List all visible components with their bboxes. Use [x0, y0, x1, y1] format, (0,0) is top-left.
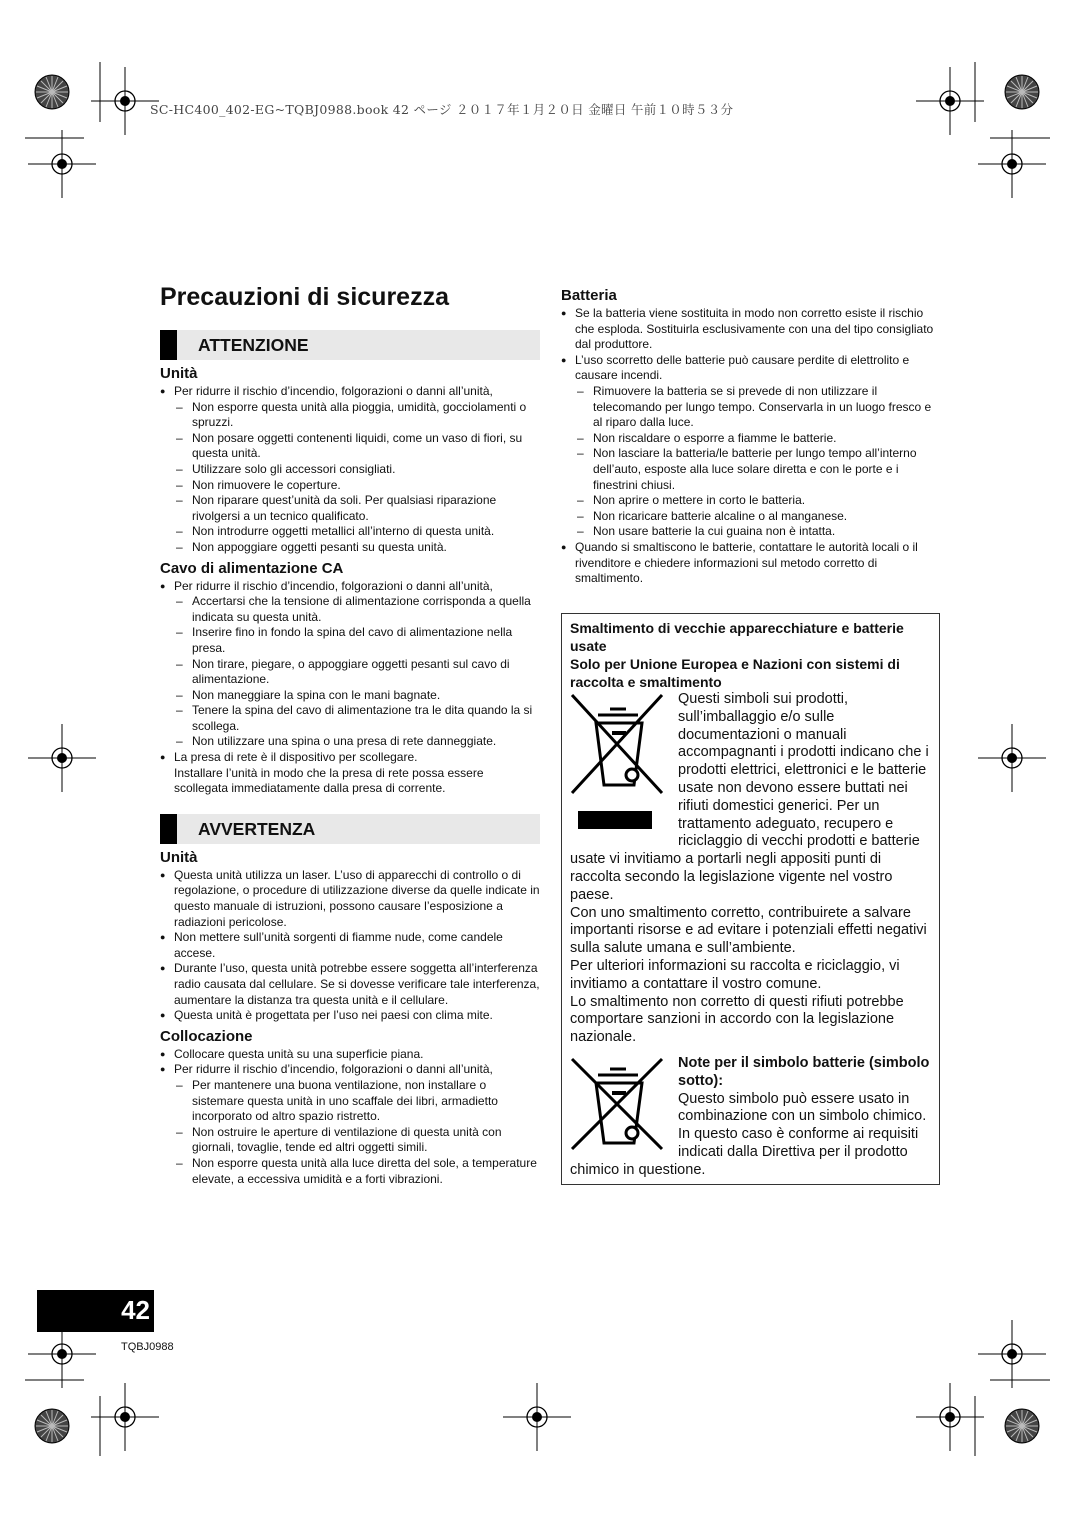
- list-item: ● Durante l’uso, questa unità potrebbe essere soggetta all’interferenza radio causata dal cellulare. Se si dovesse verificare tale interferenza, aumentare la distanza tra questa unità e il cellulare.: [160, 961, 540, 1008]
- avvertenza-banner: [160, 814, 540, 844]
- sub-item: – Non maneggiare la spina con le mani bagnate.: [174, 688, 540, 704]
- attenzione-banner: [160, 330, 540, 360]
- list-item: ● Questa unità è progettata per l’uso nei paesi con clima mite.: [160, 1008, 540, 1024]
- crosshair-left-middle: [28, 724, 96, 792]
- right-column: [561, 287, 941, 587]
- list-item: ● Non mettere sull’unità sorgenti di fiamme nude, come candele accese.: [160, 930, 540, 961]
- section-heading-collocazione: Collocazione: [160, 1027, 253, 1045]
- registration-star-bottom-right: [1005, 1409, 1039, 1443]
- list-item: ● Collocare questa unità su una superficie piana.: [160, 1047, 540, 1063]
- sub-item: – Non esporre questa unità alla luce diretta del sole, a temperature elevate, a eccessiva umidità e a forti vibrazioni.: [174, 1156, 540, 1187]
- sub-item: – Rimuovere la batteria se si prevede di non utilizzare il telecomando per lungo tempo. Conservarla in un luogo fresco e al riparo dalla luce.: [575, 384, 941, 431]
- crosshair-bottom-left: [91, 1383, 159, 1451]
- sub-item: – Non lasciare la batteria/le batterie per lungo tempo all’interno dell’auto, esposte alla luce solare diretta e con le porte e i finestrini chiusi.: [575, 446, 941, 493]
- disposal-paragraph-1: Questi simboli sui prodotti, sull’imballaggio e/o sulle documentazioni o manuali accompagnanti i prodotti indicano che i prodotti elettrici, elettronici e le batterie usate non devono essere buttati nei rifiuti domestici generici. Per un trattamento adeguato, recupero e riciclaggio di vecchi prodotti e batterie usate vi invitiamo a portarli negli appositi punti di raccolta secondo la legislazione vigente nel vostro paese.: [570, 691, 929, 903]
- section-heading-cavo: Cavo di alimentazione CA: [160, 559, 344, 577]
- crossed-bin-icon: [570, 693, 668, 843]
- list-item: ● L’uso scorretto delle batterie può causare perdite di elettrolito e causare incendi. – Rimuovere la batteria se si prevede di non utilizzare il telecomando per lungo tempo. Conservarla in un luogo fresco e al riparo dalla luce. – Non riscaldare o esporre a fiamme le batterie. – Non lasciare la batteria/le batterie per lungo tempo all’interno dell’auto, esposte alla luce solare diretta e con le porte e i finestrini chiusi. – Non aprire o mettere in corto le batteria. – Non ricaricare batterie alcaline o al manganese. – Non usare batterie la cui guaina non è intatta.: [561, 353, 941, 540]
- list-item: ● Quando si smaltiscono le batterie, contattare le autorità locali o il rivenditore e chiedere informazioni sul metodo corretto di smaltimento.: [561, 540, 941, 587]
- sub-item: – Non aprire o mettere in corto le batteria.: [575, 493, 941, 509]
- crossed-bin-battery-icon: [570, 1057, 668, 1155]
- attenzione-cavo-list: [160, 579, 540, 797]
- batteria-list: [561, 306, 941, 587]
- registration-star-bottom-left: [35, 1409, 69, 1443]
- registration-star-top-left: [35, 75, 69, 109]
- page-number: 42: [121, 1295, 150, 1325]
- disposal-paragraph-3: Per ulteriori informazioni su raccolta e riciclaggio, vi invitiamo a contattare il vostro comune.: [570, 957, 900, 992]
- list-item: ● Per ridurre il rischio d’incendio, folgorazioni o danni all’unità, – Per mantenere una buona ventilazione, non installare o sistemare questa unità in uno scaffale dei libri, armadietto incorporato od altro spazio ristretto. – Non ostruire le aperture di ventilazione di questa unità con giornali, tovaglie, tende ed altri oggetti simili. – Non esporre questa unità alla luce diretta del sole, a temperature elevate, a eccessiva umidità e a forti vibrazioni.: [160, 1062, 540, 1187]
- avvertenza-banner-text: AVVERTENZA: [198, 818, 316, 839]
- list-item: ● Se la batteria viene sostituita in modo non corretto esiste il rischio che esploda. Sostituirla esclusivamente con una del tipo consigliato dal produttore.: [561, 306, 941, 353]
- attenzione-banner-text: ATTENZIONE: [198, 335, 309, 355]
- page-title: Precauzioni di sicurezza: [160, 283, 449, 311]
- sub-item: – Per mantenere una buona ventilazione, non installare o sistemare questa unità in uno scaffale dei libri, armadietto incorporato od altro spazio ristretto.: [174, 1078, 540, 1125]
- crosshair-right-middle: [978, 724, 1046, 792]
- disposal-paragraph-4: Lo smaltimento non corretto di questi rifiuti potrebbe comportare sanzioni in accordo con la legislazione nazionale.: [570, 993, 904, 1046]
- sub-item: – Non introdurre oggetti metallici all’interno di questa unità.: [174, 524, 540, 540]
- attenzione-unita-list: [160, 384, 540, 556]
- list-item: ● Per ridurre il rischio d’incendio, folgorazioni o danni all’unità, – Accertarsi che la tensione di alimentazione corrisponda a quella indicata su questa unità. – Inserire fino in fondo la spina del cavo di alimentazione nella presa. – Non tirare, piegare, o appoggiare oggetti pesanti sul cavo di alimentazione. – Non maneggiare la spina con le mani bagnate. – Tenere la spina del cavo di alimentazione tra le dita quando la si scollega. – Non utilizzare una spina o una presa di rete danneggiate.: [160, 579, 540, 751]
- sub-item: – Non utilizzare una spina o una presa di rete danneggiate.: [174, 734, 540, 750]
- sub-item: – Non posare oggetti contenenti liquidi, come un vaso di fiori, su questa unità.: [174, 431, 540, 462]
- disposal-info-box: [561, 613, 940, 1185]
- sub-item: – Non usare batterie la cui guaina non è intatta.: [575, 524, 941, 540]
- sub-item: – Non riscaldare o esporre a fiamme le batterie.: [575, 431, 941, 447]
- sub-item: – Non rimuovere le coperture.: [174, 478, 540, 494]
- crosshair-top-right: [916, 67, 984, 135]
- list-item: ● La presa di rete è il dispositivo per scollegare. Installare l’unità in modo che la presa di rete possa essere scollegata immediatamente dalla presa di corrente.: [160, 750, 540, 797]
- left-column: [160, 330, 540, 1187]
- sub-item: – Accertarsi che la tensione di alimentazione corrisponda a quella indicata su questa unità.: [174, 594, 540, 625]
- sub-item: – Non riparare quest’unità da soli. Per qualsiasi riparazione rivolgersi a un tecnico qualificato.: [174, 493, 540, 524]
- crosshair-left-upper: [28, 130, 96, 198]
- registration-star-top-right: [1005, 75, 1039, 109]
- battery-note-title: Note per il simbolo batterie (simbolo sotto):: [678, 1054, 930, 1089]
- sub-item: – Non esporre questa unità alla pioggia, umidità, gocciolamenti o spruzzi.: [174, 400, 540, 431]
- sub-item: – Tenere la spina del cavo di alimentazione tra le dita quando la si scollega.: [174, 703, 540, 734]
- print-file-info-line: SC-HC400_402-EG~TQBJ0988.book 42 ページ ２０１７年１月２０日 金曜日 午前１０時５３分: [150, 102, 734, 117]
- sub-item: – Non appoggiare oggetti pesanti su questa unità.: [174, 540, 540, 556]
- crosshair-top-left: [91, 67, 159, 135]
- document-code: TQBJ0988: [121, 1341, 174, 1353]
- disposal-paragraph-2: Con uno smaltimento corretto, contribuirete a salvare importanti risorse e ad evitare i potenziali effetti negativi sulla salute umana e sull’ambiente.: [570, 904, 927, 957]
- sub-item: – Non ricaricare batterie alcaline o al manganese.: [575, 509, 941, 525]
- sub-item: – Inserire fino in fondo la spina del cavo di alimentazione nella presa.: [174, 625, 540, 656]
- sub-item: – Non ostruire le aperture di ventilazione di questa unità con giornali, tovaglie, tende ed altri oggetti simili.: [174, 1125, 540, 1156]
- sub-item: – Non tirare, piegare, o appoggiare oggetti pesanti sul cavo di alimentazione.: [174, 657, 540, 688]
- battery-note-body: Questo simbolo può essere usato in combinazione con un simbolo chimico. In questo caso è conforme ai requisiti indicati dalla Direttiva per il prodotto chimico in questione.: [570, 1090, 927, 1178]
- crosshair-right-upper: [978, 130, 1046, 198]
- section-heading-unita: Unità: [160, 365, 198, 382]
- list-item: ● Per ridurre il rischio d’incendio, folgorazioni o danni all’unità, – Non esporre questa unità alla pioggia, umidità, gocciolamenti o spruzzi. – Non posare oggetti contenenti liquidi, come un vaso di fiori, su questa unità. – Utilizzare solo gli accessori consigliati. – Non rimuovere le coperture. – Non riparare quest’unità da soli. Per qualsiasi riparazione rivolgersi a un tecnico qualificato. – Non introdurre oggetti metallici all’interno di questa unità. – Non appoggiare oggetti pesanti su questa unità.: [160, 384, 540, 556]
- collocazione-list: [160, 1047, 540, 1187]
- section-heading-unita-avvertenza: Unità: [160, 848, 198, 866]
- disposal-subtitle: Solo per Unione Europea e Nazioni con sistemi di raccolta e smaltimento: [570, 656, 900, 690]
- avvertenza-unita-list: [160, 868, 540, 1024]
- list-item: ● Questa unità utilizza un laser. L’uso di apparecchi di controllo o di regolazione, o procedure di utilizzazione diverse da quelle indicate in questo manuale di istruzioni, possono causare l’esposizione a radiazioni pericolose.: [160, 868, 540, 930]
- sub-item: – Utilizzare solo gli accessori consigliati.: [174, 462, 540, 478]
- section-heading-batteria: Batteria: [561, 287, 617, 304]
- disposal-title: Smaltimento di vecchie apparecchiature e batterie usate: [570, 620, 904, 654]
- crosshair-bottom-center: [503, 1383, 571, 1451]
- crosshair-right-lower: [978, 1320, 1046, 1388]
- crosshair-bottom-right: [916, 1383, 984, 1451]
